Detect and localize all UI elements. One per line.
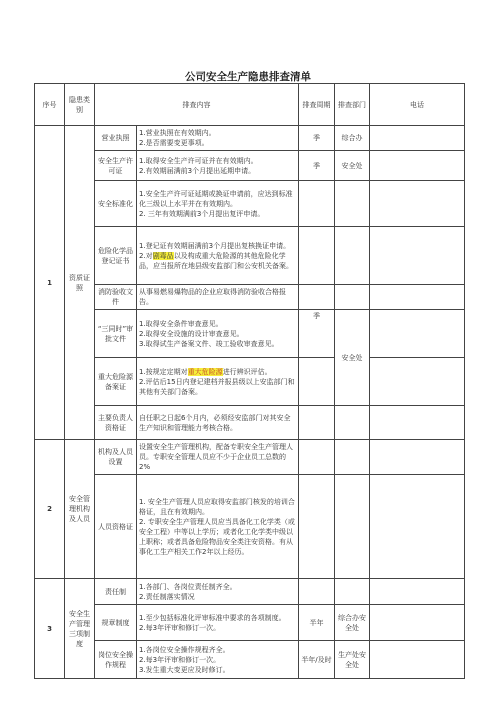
item-name: 人员资格证 — [95, 475, 137, 579]
item-name: 重大危险源备案证 — [95, 358, 137, 406]
item-dept — [335, 440, 370, 475]
item-phone — [370, 358, 465, 406]
content-line: 1.登记证有效期届满前3个月提出复核换证申请。 — [139, 241, 291, 250]
item-period — [299, 475, 335, 579]
table-row — [35, 440, 465, 475]
item-content — [137, 126, 299, 151]
item-phone — [370, 151, 465, 181]
content-line: 从事易燃易爆物品的企业应取得消防验收合格报告。 — [139, 288, 286, 306]
section-number: 1 — [35, 126, 65, 440]
item-dept: 综合办 — [335, 126, 370, 151]
section-number: 3 — [35, 579, 65, 679]
section-category: 安全生产管理三项制度 — [65, 579, 95, 679]
item-dept: 综合办安全处 — [335, 605, 370, 641]
item-content — [137, 227, 299, 285]
content-fragment: 以及构成重大危险源的其他危险化学品，应当报所在地县级安监部门和公安机关备案。 — [139, 251, 293, 270]
highlighted-term: 剧毒品 — [152, 251, 174, 260]
content-line: 1.取得安全条件审查意见。 — [139, 319, 223, 328]
table-row — [35, 310, 465, 358]
item-period: 半年 — [299, 605, 335, 641]
item-phone — [370, 406, 465, 440]
item-name: “三同时”审批文件 — [95, 310, 137, 358]
table-row — [35, 126, 465, 151]
table-row — [35, 475, 465, 579]
section-category: 安全管理机构及人员 — [65, 440, 95, 579]
table-row — [35, 181, 465, 227]
content-line: 自任职之日起6个月内，必须经安监部门对其安全生产知识和管理能力考核合格。 — [139, 413, 291, 432]
content-line — [139, 251, 296, 271]
item-phone — [370, 641, 465, 679]
header-seq: 序号 — [35, 84, 65, 126]
item-period: 季 — [299, 151, 335, 181]
item-name: 规章制度 — [95, 605, 137, 641]
item-period: 季 — [299, 126, 335, 151]
item-dept — [335, 285, 370, 310]
content-line: 2.评估后15日内登记建档并报县级以上安监部门和其他有关部门备案。 — [139, 377, 295, 396]
table-row — [35, 579, 465, 605]
item-name: 危险化学品登记证书 — [95, 227, 137, 285]
item-content — [137, 579, 299, 605]
item-period: 季 — [299, 310, 335, 358]
section-number: 2 — [35, 440, 65, 579]
content-line: 2.有效期届满前3个月提出延期申请。 — [139, 166, 256, 175]
item-content — [137, 358, 299, 406]
item-name: 主要负责人资格证 — [95, 406, 137, 440]
content-line: 1.各岗位安全操作规程齐全。 — [139, 645, 230, 654]
item-content — [137, 151, 299, 181]
page-title: 公司安全生产隐患排查清单 — [185, 71, 311, 83]
highlighted-term: 重大危险源 — [187, 367, 223, 376]
content-line: 1.各部门、各岗位责任制齐全。 — [139, 582, 237, 591]
item-dept — [335, 227, 370, 285]
item-content — [137, 605, 299, 641]
item-dept — [335, 475, 370, 579]
item-phone — [370, 440, 465, 475]
header-dept: 排查部门 — [335, 84, 370, 126]
item-phone — [370, 605, 465, 641]
content-line: 2.每3年评审和修订一次。 — [139, 655, 221, 664]
item-period — [299, 181, 335, 227]
content-line: 1.安全生产许可证延期或换证申请前，应达到标准化三级以上水平并在有效期内。 — [139, 189, 293, 208]
item-period — [299, 579, 335, 605]
item-name: 营业执照 — [95, 126, 137, 151]
item-period — [299, 358, 335, 406]
content-line: 3.发生重大变更应及时修订。 — [139, 665, 230, 674]
item-dept — [335, 406, 370, 440]
item-dept: 安全处 — [335, 310, 370, 406]
item-content — [137, 406, 299, 440]
content-line: 1.取得安全生产许可证并在有效期内。 — [139, 156, 258, 165]
header-category: 隐患类别 — [65, 84, 95, 126]
item-period — [299, 227, 335, 285]
item-phone — [370, 310, 465, 358]
content-fragment: 1.按规定定期对 — [139, 367, 188, 376]
item-phone — [370, 181, 465, 227]
item-content — [137, 475, 299, 579]
item-period — [299, 406, 335, 440]
table-row — [35, 358, 465, 406]
item-name: 岗位安全操作规程 — [95, 641, 137, 679]
section-category: 资质证照 — [65, 126, 95, 440]
item-content — [137, 641, 299, 679]
item-phone — [370, 475, 465, 579]
item-period — [299, 440, 335, 475]
item-period — [299, 285, 335, 310]
item-name: 安全标准化 — [95, 181, 137, 227]
content-line: 2.取得安全设施的设计审查意见。 — [139, 329, 244, 338]
table-row — [35, 227, 465, 285]
item-period: 半年/及时 — [299, 641, 335, 679]
content-line: 2. 专职安全生产管理人员应当具备化工化学类（或安全工程）中等以上学历；或者化工化学类中级以上职称；或者具备危险物品安全类注安资格。有从事化工生产相关工作2年以上经历。 — [139, 517, 295, 556]
item-phone — [370, 285, 465, 310]
table-row — [35, 151, 465, 181]
item-dept: 生产处安全处 — [335, 641, 370, 679]
content-line: 设置安全生产管理机构，配备专职安全生产管理人员。专职安全管理人员应不少于企业员工总数的2% — [139, 443, 293, 471]
item-content — [137, 440, 299, 475]
item-name: 安全生产许可证 — [95, 151, 137, 181]
content-line: 1.营业执照在有效期内。 — [139, 129, 216, 137]
item-dept — [335, 579, 370, 605]
item-name: 消防验收文件 — [95, 285, 137, 310]
content-fragment: 进行辨识评估。 — [222, 367, 272, 376]
item-content — [137, 181, 299, 227]
item-name: 机构及人员设置 — [95, 440, 137, 475]
item-dept — [335, 181, 370, 227]
content-line: 1. 安全生产管理人员应取得安监部门核发的培训合格证，且在有效期内。 — [139, 497, 295, 516]
item-phone — [370, 227, 465, 285]
content-line: 1.至少包括标准化评审标准中要求的各项制度。 — [139, 613, 286, 622]
table-row — [35, 605, 465, 641]
item-dept: 安全处 — [335, 151, 370, 181]
item-phone — [370, 579, 465, 605]
header-content: 排查内容 — [95, 84, 299, 126]
content-line — [139, 367, 296, 377]
table-header-row — [35, 84, 465, 126]
item-phone — [370, 126, 465, 151]
content-line: 2.是否需要变更事项。 — [139, 139, 209, 147]
item-content — [137, 285, 299, 310]
content-line: 3.取得试生产备案文件、竣工验收审查意见。 — [139, 339, 279, 348]
content-line: 2.责任制落实情况 — [139, 592, 195, 601]
table-row — [35, 285, 465, 310]
content-line: 2. 三年有效期满前3个月提出复评申请。 — [139, 209, 265, 218]
table-row — [35, 641, 465, 679]
hazard-checklist-table — [34, 83, 465, 679]
content-line: 2.每3年评审和修订一次。 — [139, 623, 221, 632]
header-phone: 电话 — [370, 84, 465, 126]
header-period: 排查周期 — [299, 84, 335, 126]
item-content — [137, 310, 299, 358]
item-name: 责任制 — [95, 579, 137, 605]
content-fragment: 2.对 — [139, 251, 153, 260]
table-row — [35, 406, 465, 440]
